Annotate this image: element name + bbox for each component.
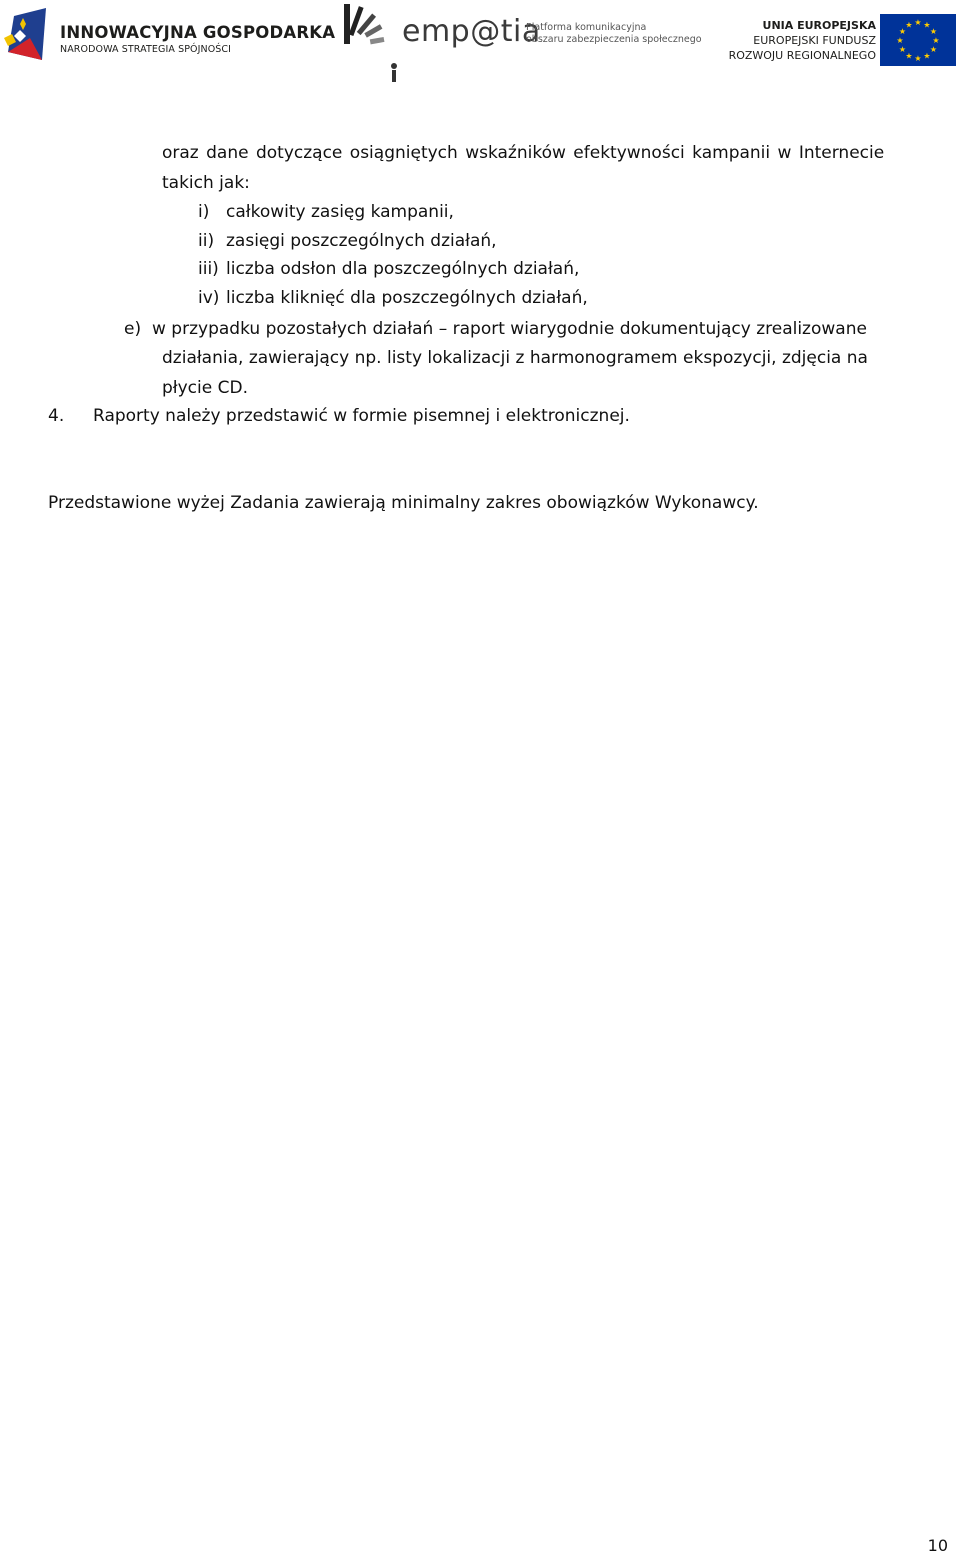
- list-item-marker: iv): [198, 288, 220, 308]
- svg-text:★: ★: [898, 45, 907, 54]
- empatia-wordmark: emp@tia: [402, 14, 541, 49]
- empatia-tagline-line1: Platforma komunikacyjna: [526, 22, 647, 33]
- empatia-tagline-line2: obszaru zabezpieczenia społecznego: [526, 34, 702, 45]
- eu-flag-icon: [880, 14, 956, 66]
- svg-text:★: ★: [914, 18, 922, 27]
- empatia-arc-icon: [340, 0, 400, 88]
- point-4-marker: 4.: [48, 406, 65, 426]
- svg-text:★: ★: [923, 51, 931, 61]
- svg-text:★: ★: [905, 20, 913, 30]
- closing-paragraph: Przedstawione wyżej Zadania zawierają minimalny zakres obowiązków Wykonawcy.: [48, 493, 759, 513]
- innowacyjna-subtitle: NARODOWA STRATEGIA SPÓJNOŚCI: [60, 44, 232, 55]
- point-4-text: Raporty należy przedstawić w formie pisemnej i elektronicznej.: [93, 406, 630, 426]
- intro-text-1: oraz dane dotyczące osiągniętych wskaźników efektywności kampanii w Internecie: [162, 143, 885, 163]
- point-e-line-1: w przypadku pozostałych działań – raport wiarygodnie dokumentujący zrealizowane: [152, 319, 867, 339]
- list-item-marker: ii): [198, 231, 215, 251]
- eu-logo: [730, 12, 960, 68]
- svg-text:★: ★: [896, 36, 904, 45]
- list-item-marker: iii): [198, 259, 219, 279]
- list-item-text: całkowity zasięg kampanii,: [226, 202, 454, 222]
- list-item: [198, 287, 588, 309]
- list-item-marker: i): [198, 202, 210, 222]
- intro-line-2: takich jak:: [162, 173, 250, 193]
- eu-line1: UNIA EUROPEJSKA: [762, 19, 876, 32]
- innowacyjna-emblem-icon: [4, 8, 54, 64]
- empatia-logo: [340, 0, 702, 88]
- point-e-marker: e): [124, 319, 142, 339]
- svg-text:★: ★: [932, 36, 940, 45]
- intro-line-1: [162, 142, 948, 164]
- svg-text:★: ★: [905, 51, 913, 61]
- page-number: 10: [927, 1536, 948, 1555]
- eu-text: [729, 18, 876, 63]
- page-header: [0, 0, 960, 90]
- list-item: [198, 201, 454, 223]
- svg-text:★: ★: [923, 20, 931, 30]
- point-e-line-2: działania, zawierający np. listy lokalizacji z harmonogramem ekspozycji, zdjęcia na: [162, 348, 868, 368]
- eu-line3: ROZWOJU REGIONALNEGO: [728, 49, 876, 62]
- innowacyjna-gospodarka-logo: [4, 6, 336, 66]
- list-item: [198, 230, 497, 252]
- svg-text:★: ★: [898, 27, 907, 36]
- svg-text:★: ★: [929, 45, 938, 54]
- svg-text:★: ★: [914, 54, 922, 63]
- empatia-tagline: [526, 22, 702, 46]
- innowacyjna-title: INNOWACYJNA GOSPODARKA: [60, 23, 336, 42]
- list-item: [198, 258, 579, 280]
- list-item-text: zasięgi poszczególnych działań,: [226, 231, 497, 251]
- svg-text:★: ★: [929, 27, 938, 36]
- list-item-text: liczba odsłon dla poszczególnych działań,: [226, 259, 580, 279]
- eu-line2: EUROPEJSKI FUNDUSZ: [753, 34, 876, 47]
- point-e-line-3: płycie CD.: [162, 378, 248, 398]
- list-item-text: liczba kliknięć dla poszczególnych działań,: [226, 288, 588, 308]
